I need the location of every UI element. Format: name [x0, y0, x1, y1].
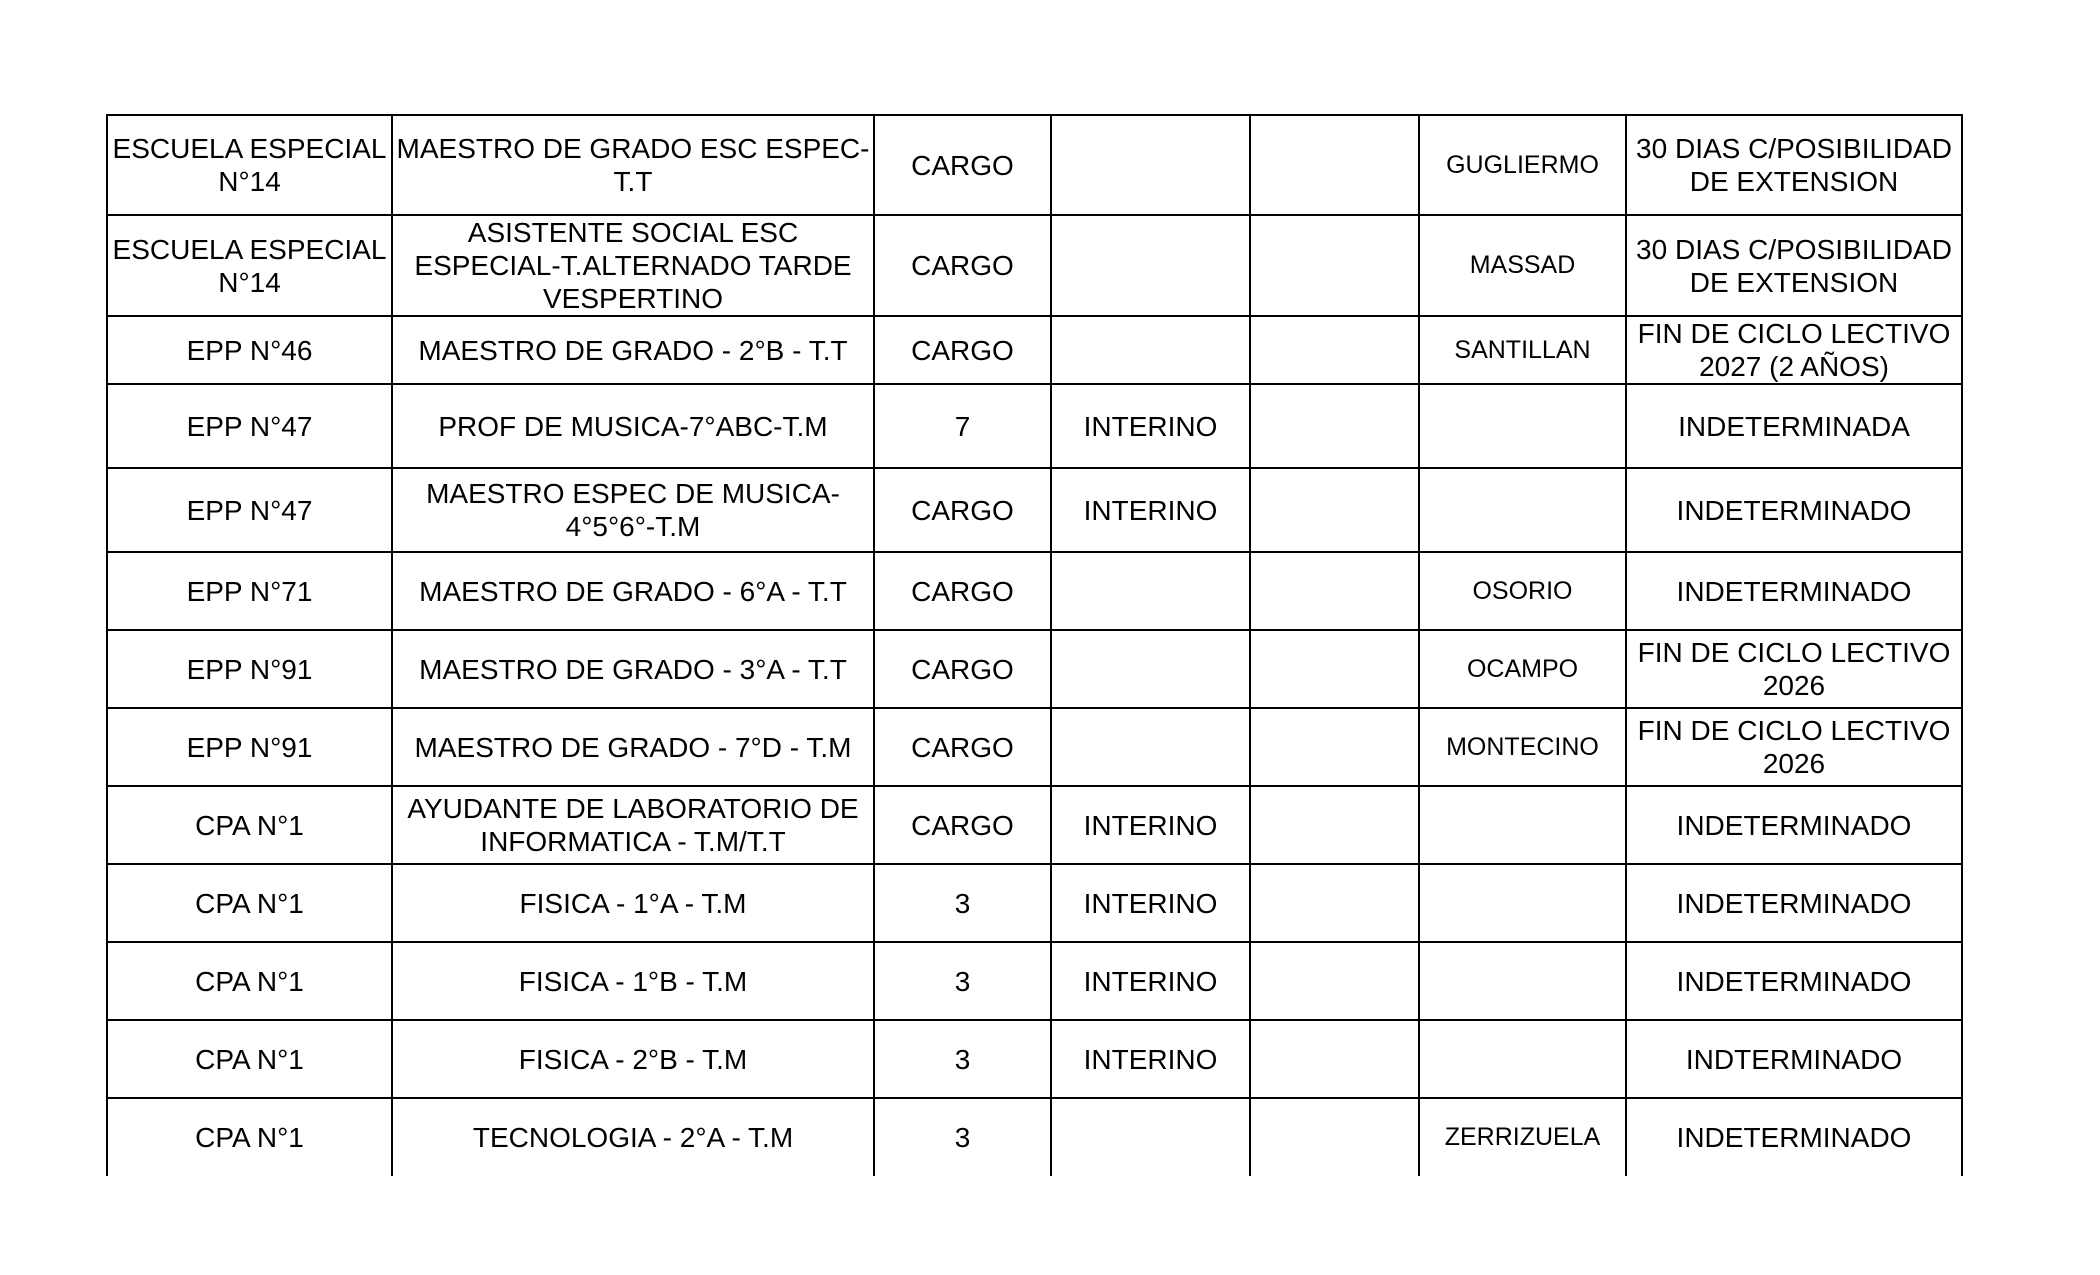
cell-extra: [1250, 215, 1419, 316]
cell-situacion: INTERINO: [1051, 384, 1250, 468]
cell-escuela: CPA N°1: [107, 942, 392, 1020]
cell-cargo: AYUDANTE DE LABORATORIO DE INFORMATICA - T.M/T.T: [392, 786, 874, 864]
table-row: [107, 115, 1962, 215]
table-row: [107, 1020, 1962, 1098]
cell-reemplaza: [1419, 468, 1626, 552]
cell-duracion: INDETERMINADA: [1626, 384, 1962, 468]
cell-horas: CARGO: [874, 552, 1051, 630]
cell-reemplaza: [1419, 384, 1626, 468]
cell-extra: [1250, 786, 1419, 864]
table-row: [107, 864, 1962, 942]
cell-escuela: EPP N°91: [107, 630, 392, 708]
cell-extra: [1250, 316, 1419, 384]
cell-escuela: EPP N°71: [107, 552, 392, 630]
cell-duracion: INDETERMINADO: [1626, 468, 1962, 552]
cell-cargo: ASISTENTE SOCIAL ESC ESPECIAL-T.ALTERNADO TARDE VESPERTINO: [392, 215, 874, 316]
cell-duracion: FIN DE CICLO LECTIVO 2026: [1626, 630, 1962, 708]
cell-horas: CARGO: [874, 115, 1051, 215]
cell-horas: CARGO: [874, 786, 1051, 864]
table-row: [107, 786, 1962, 864]
cell-reemplaza: [1419, 786, 1626, 864]
cell-horas: CARGO: [874, 630, 1051, 708]
cell-extra: [1250, 1098, 1419, 1176]
cell-escuela: CPA N°1: [107, 786, 392, 864]
cell-situacion: INTERINO: [1051, 468, 1250, 552]
cell-cargo: MAESTRO DE GRADO ESC ESPEC-T.T: [392, 115, 874, 215]
cell-situacion: INTERINO: [1051, 786, 1250, 864]
cell-extra: [1250, 942, 1419, 1020]
cell-cargo: PROF DE MUSICA-7°ABC-T.M: [392, 384, 874, 468]
cell-cargo: FISICA - 2°B - T.M: [392, 1020, 874, 1098]
cell-situacion: INTERINO: [1051, 942, 1250, 1020]
cell-duracion: FIN DE CICLO LECTIVO 2027 (2 AÑOS): [1626, 316, 1962, 384]
cell-cargo: MAESTRO DE GRADO - 2°B - T.T: [392, 316, 874, 384]
cell-escuela: EPP N°47: [107, 468, 392, 552]
cell-escuela: EPP N°91: [107, 708, 392, 786]
cell-escuela: CPA N°1: [107, 1098, 392, 1176]
cell-cargo: MAESTRO DE GRADO - 6°A - T.T: [392, 552, 874, 630]
cell-horas: CARGO: [874, 708, 1051, 786]
cell-reemplaza: OSORIO: [1419, 552, 1626, 630]
cell-extra: [1250, 708, 1419, 786]
cell-duracion: INDETERMINADO: [1626, 1098, 1962, 1176]
cell-extra: [1250, 630, 1419, 708]
table-row: [107, 316, 1962, 384]
cell-situacion: INTERINO: [1051, 864, 1250, 942]
cell-cargo: MAESTRO DE GRADO - 3°A - T.T: [392, 630, 874, 708]
cell-cargo: FISICA - 1°A - T.M: [392, 864, 874, 942]
cell-horas: 3: [874, 942, 1051, 1020]
cell-horas: CARGO: [874, 215, 1051, 316]
cell-situacion: INTERINO: [1051, 1020, 1250, 1098]
table-row: [107, 552, 1962, 630]
cell-duracion: INDTERMINADO: [1626, 1020, 1962, 1098]
table-row: [107, 468, 1962, 552]
cell-cargo: TECNOLOGIA - 2°A - T.M: [392, 1098, 874, 1176]
cell-reemplaza: [1419, 942, 1626, 1020]
cell-reemplaza: [1419, 864, 1626, 942]
vacancies-table: [106, 114, 1963, 1176]
cell-duracion: INDETERMINADO: [1626, 552, 1962, 630]
cell-extra: [1250, 468, 1419, 552]
cell-extra: [1250, 864, 1419, 942]
cell-reemplaza: OCAMPO: [1419, 630, 1626, 708]
cell-reemplaza: MONTECINO: [1419, 708, 1626, 786]
cell-horas: 3: [874, 1098, 1051, 1176]
cell-cargo: FISICA - 1°B - T.M: [392, 942, 874, 1020]
cell-reemplaza: SANTILLAN: [1419, 316, 1626, 384]
cell-duracion: 30 DIAS C/POSIBILIDAD DE EXTENSION: [1626, 115, 1962, 215]
cell-duracion: 30 DIAS C/POSIBILIDAD DE EXTENSION: [1626, 215, 1962, 316]
cell-horas: 7: [874, 384, 1051, 468]
cell-extra: [1250, 115, 1419, 215]
cell-duracion: INDETERMINADO: [1626, 786, 1962, 864]
cell-horas: 3: [874, 1020, 1051, 1098]
table-row: [107, 630, 1962, 708]
cell-horas: 3: [874, 864, 1051, 942]
cell-situacion: [1051, 708, 1250, 786]
table-row: [107, 384, 1962, 468]
cell-horas: CARGO: [874, 468, 1051, 552]
cell-situacion: [1051, 552, 1250, 630]
cell-duracion: INDETERMINADO: [1626, 864, 1962, 942]
table-row: [107, 708, 1962, 786]
cell-escuela: ESCUELA ESPECIAL N°14: [107, 115, 392, 215]
cell-situacion: [1051, 316, 1250, 384]
cell-duracion: INDETERMINADO: [1626, 942, 1962, 1020]
cell-situacion: [1051, 630, 1250, 708]
table-row: [107, 942, 1962, 1020]
cell-reemplaza: [1419, 1020, 1626, 1098]
cell-situacion: [1051, 1098, 1250, 1176]
cell-duracion: FIN DE CICLO LECTIVO 2026: [1626, 708, 1962, 786]
cell-cargo: MAESTRO DE GRADO - 7°D - T.M: [392, 708, 874, 786]
cell-escuela: ESCUELA ESPECIAL N°14: [107, 215, 392, 316]
cell-extra: [1250, 384, 1419, 468]
cell-escuela: CPA N°1: [107, 1020, 392, 1098]
cell-situacion: [1051, 115, 1250, 215]
cell-reemplaza: MASSAD: [1419, 215, 1626, 316]
cell-escuela: EPP N°46: [107, 316, 392, 384]
cell-reemplaza: GUGLIERMO: [1419, 115, 1626, 215]
cell-extra: [1250, 1020, 1419, 1098]
cell-horas: CARGO: [874, 316, 1051, 384]
cell-escuela: EPP N°47: [107, 384, 392, 468]
cell-extra: [1250, 552, 1419, 630]
cell-cargo: MAESTRO ESPEC DE MUSICA-4°5°6°-T.M: [392, 468, 874, 552]
table-row: [107, 215, 1962, 316]
cell-situacion: [1051, 215, 1250, 316]
table-row: [107, 1098, 1962, 1176]
cell-reemplaza: ZERRIZUELA: [1419, 1098, 1626, 1176]
cell-escuela: CPA N°1: [107, 864, 392, 942]
